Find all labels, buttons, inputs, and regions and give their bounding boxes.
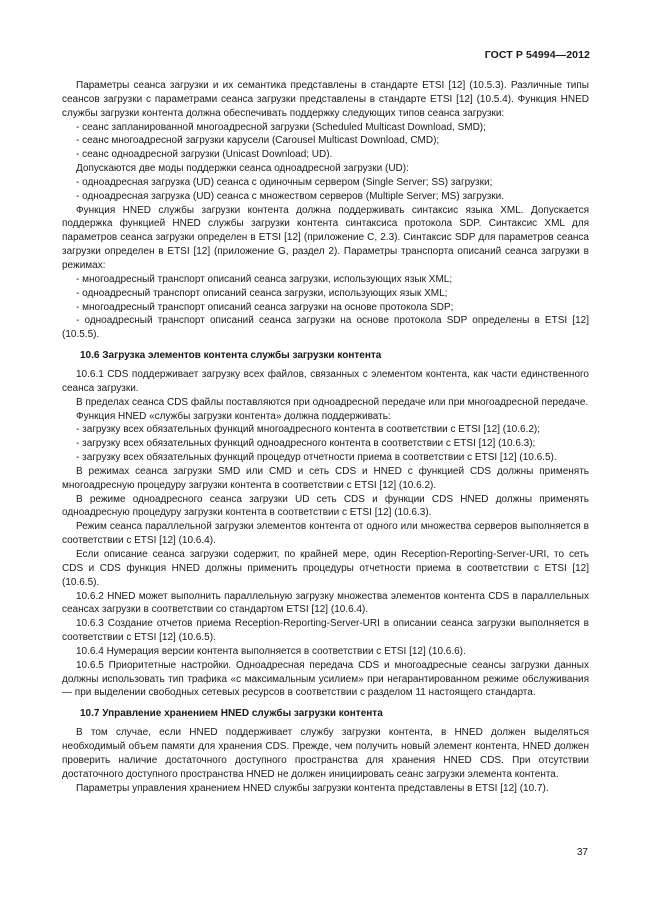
list-item: - загрузку всех обязательных функций процедур отчетности приема в соответствии с ETSI [12] (10.6.5). bbox=[76, 452, 557, 464]
list-item: - одноадресный транспорт описаний сеанса загрузки, использующих язык XML; bbox=[76, 287, 448, 299]
list-item: - загрузку всех обязательных функций многоадресного контента в соответствии с ETSI [12] (10.6.2); bbox=[76, 424, 541, 436]
paragraph: 10.6.1 CDS поддерживает загрузку всех файлов, связанных с элементом контента, как части единственного сеанса загрузки. bbox=[62, 369, 589, 394]
paragraph: В режиме одноадресного сеанса загрузки UD сеть CDS и функции CDS HNED должны применять одноадресную процедуру загрузки контента в соответствии с ETSI [12] (10.6.3). bbox=[62, 493, 589, 519]
paragraph: 10.6.4 Нумерация версии контента выполняется в соответствии с ETSI [12] (10.6.6). bbox=[76, 645, 466, 657]
paragraph: 10.6.2 HNED может выполнить параллельную загрузку множества элементов контента CDS в параллельных сеансах загрузки в соответствии со стандартом ETSI [12] (10.6.4). bbox=[62, 590, 589, 616]
document-body bbox=[62, 79, 589, 796]
list-item: - многоадресный транспорт описаний сеанса загрузки, использующих язык XML; bbox=[76, 273, 453, 285]
section-heading-10-6: 10.6 Загрузка элементов контента службы загрузки контента bbox=[80, 350, 382, 362]
list-item: - одноадресный транспорт описаний сеанса загрузки на основе протокола SDP определены в ETSI [12] (10.5.5). bbox=[62, 315, 589, 341]
paragraph: В том случае, если HNED поддерживает службу загрузки контента, в HNED должен выделяться необходимый объем памяти для хранения CDS. Прежде, чем получить новый элемент контента, HNED должен проверить наличие достаточного доступного пространства для хранения HNED CDS. При отсутствии достаточного доступного пространства HNED не должен инициировать сеанс загрузки элемента контента. bbox=[62, 727, 589, 780]
document-id-header: ГОСТ Р 54994—2012 bbox=[484, 49, 590, 61]
paragraph: Параметры сеанса загрузки и их семантика представлены в стандарте ETSI [12] (10.5.3). Различные типы сеансов загрузки с параметрами сеанса загрузки представлены в стандарте ETSI [12] (10.5.4). Функция HNED службы загрузки контента должна обеспечивать поддержку следующих типов сеанса загрузки: bbox=[62, 80, 589, 119]
section-heading-10-7: 10.7 Управление хранением HNED службы загрузки контента bbox=[80, 708, 383, 720]
paragraph: 10.6.5 Приоритетные настройки. Одноадресная передача CDS и многоадресные сеансы загрузки данных должны использовать тип трафика «с максимальным усилием» при негарантированном режиме обслуживания — при выделении свободных сетевых ресурсов в соответствии с разделом 11 настоящего стандарта. bbox=[62, 659, 589, 699]
list-item: - сеанс многоадресной загрузки карусели (Carousel Multicast Download, CMD); bbox=[76, 135, 440, 147]
paragraph: Функция HNED «службы загрузки контента» должна поддерживать: bbox=[76, 410, 391, 422]
list-item: - многоадресный транспорт описаний сеанса загрузки на основе протокола SDP; bbox=[76, 301, 454, 313]
list-item: - сеанс запланированной многоадресной загрузки (Scheduled Multicast Download, SMD); bbox=[76, 121, 486, 133]
paragraph: Функция HNED службы загрузки контента должна поддерживать синтаксис языка XML. Допускается поддержка функцией HNED службы загрузки контента синтаксиса протокола SDP. Синтаксис XML для параметров сеанса загрузки определен в ETSI [12] (приложение C, 2.3). Синтаксис SDP для параметров сеанса загрузки определен в ETSI [12] (приложение G, раздел 2). Параметры транспорта описаний сеанса загрузки в режимах: bbox=[62, 204, 589, 271]
paragraph: В пределах сеанса CDS файлы поставляются при одноадресной передаче или при многоадресной передаче. bbox=[76, 396, 589, 408]
paragraph: 10.6.3 Создание отчетов приема Reception-Reporting-Server-URI в описании сеанса загрузки выполняется в соответствии с ETSI [12] (10.6.5). bbox=[62, 618, 589, 644]
paragraph: В режимах сеанса загрузки SMD или CMD и сеть CDS и HNED с функцией CDS должны применять многоадресную процедуру загрузки контента в соответствии с ETSI [12] (10.6.2). bbox=[62, 465, 589, 491]
list-item: - одноадресная загрузка (UD) сеанса с одиночным сервером (Single Server; SS) загрузки; bbox=[76, 176, 493, 188]
list-item: - одноадресная загрузка (UD) сеанса с множеством серверов (Multiple Server; MS) загрузки. bbox=[76, 190, 505, 202]
paragraph: Допускаются две моды поддержки сеанса одноадресной загрузки (UD): bbox=[76, 163, 409, 175]
paragraph: Параметры управления хранением HNED службы загрузки контента представлены в ETSI [12] (10.7). bbox=[76, 782, 549, 794]
list-item: - сеанс одноадресной загрузки (Unicast Download; UD). bbox=[76, 149, 333, 161]
page-number: 37 bbox=[576, 847, 588, 858]
list-item: - загрузку всех обязательных функций одноадресного контента в соответствии с ETSI [12] (10.6.3); bbox=[76, 438, 536, 450]
paragraph: Если описание сеанса загрузки содержит, по крайней мере, один Reception-Reporting-Server-URI, то сеть CDS и CDS функция HNED должны применить процедуры отчетности приема в соответствии с ETSI [12] (10.6.5). bbox=[62, 549, 589, 588]
paragraph: Режим сеанса параллельной загрузки элементов контента от одного или множества серверов выполняется в соответствии с ETSI [12] (10.6.4). bbox=[62, 521, 589, 547]
